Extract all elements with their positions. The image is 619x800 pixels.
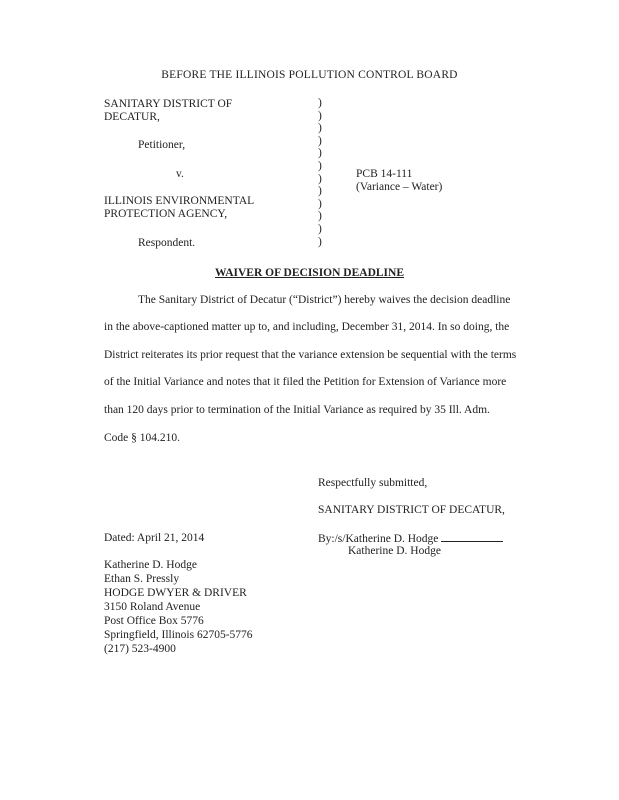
board-heading: BEFORE THE ILLINOIS POLLUTION CONTROL BOARD xyxy=(161,69,458,81)
respondent-role: Respondent. xyxy=(138,237,196,249)
respondent-name-line-2: PROTECTION AGENCY, xyxy=(104,208,228,220)
caption-paren: ) xyxy=(318,185,322,198)
caption-paren: ) xyxy=(318,235,322,248)
counsel-line: Springfield, Illinois 62705-5776 xyxy=(104,629,253,641)
counsel-line: HODGE DWYER & DRIVER xyxy=(104,587,247,599)
petitioner-role: Petitioner, xyxy=(138,139,186,151)
body-line-3: District reiterates its prior request that the variance extension be sequential with the terms xyxy=(104,349,517,361)
caption-paren: ) xyxy=(318,147,322,160)
petitioner-name-line-1: SANITARY DISTRICT OF xyxy=(104,98,233,110)
counsel-line: 3150 Roland Avenue xyxy=(104,601,201,613)
caption-paren: ) xyxy=(318,210,322,223)
caption-paren: ) xyxy=(318,222,322,235)
body-line-5: than 120 days prior to termination of the Initial Variance as required by 35 Ill. Adm. xyxy=(104,404,490,416)
case-number: PCB 14-111 xyxy=(356,168,413,180)
case-type: (Variance – Water) xyxy=(356,181,443,193)
petitioner-name-line-2: DECATUR, xyxy=(104,111,160,123)
signatory-org: SANITARY DISTRICT OF DECATUR, xyxy=(318,504,505,516)
body-line-6: Code § 104.210. xyxy=(104,432,181,444)
counsel-line: Post Office Box 5776 xyxy=(104,615,204,627)
body-line-4: of the Initial Variance and notes that it filed the Petition for Extension of Variance more xyxy=(104,376,507,388)
caption-paren: ) xyxy=(318,197,322,210)
caption-paren: ) xyxy=(318,122,322,135)
respondent-name-line-1: ILLINOIS ENVIRONMENTAL xyxy=(104,195,255,207)
respectfully-submitted: Respectfully submitted, xyxy=(318,477,428,489)
counsel-line: Katherine D. Hodge xyxy=(104,559,197,571)
caption-paren-column xyxy=(318,97,328,248)
caption-paren: ) xyxy=(318,97,322,109)
body-line-1: The Sanitary District of Decatur (“District”) hereby waives the decision deadline xyxy=(138,294,511,306)
versus-label: v. xyxy=(176,168,184,180)
caption-paren: ) xyxy=(318,134,322,147)
signature-text: By:/s/Katherine D. Hodge xyxy=(318,533,439,545)
caption-paren: ) xyxy=(318,172,322,185)
signature-underline xyxy=(441,531,503,542)
dated-line: Dated: April 21, 2014 xyxy=(104,532,205,544)
document-title: WAIVER OF DECISION DEADLINE xyxy=(214,267,405,279)
counsel-line: (217) 523-4900 xyxy=(104,643,176,655)
counsel-line: Ethan S. Pressly xyxy=(104,573,180,585)
body-line-2: in the above-captioned matter up to, and including, December 31, 2014. In so doing, the xyxy=(104,321,510,333)
signer-name: Katherine D. Hodge xyxy=(348,545,441,557)
caption-paren: ) xyxy=(318,109,322,122)
counsel-block xyxy=(104,558,253,656)
caption-paren: ) xyxy=(318,159,322,172)
